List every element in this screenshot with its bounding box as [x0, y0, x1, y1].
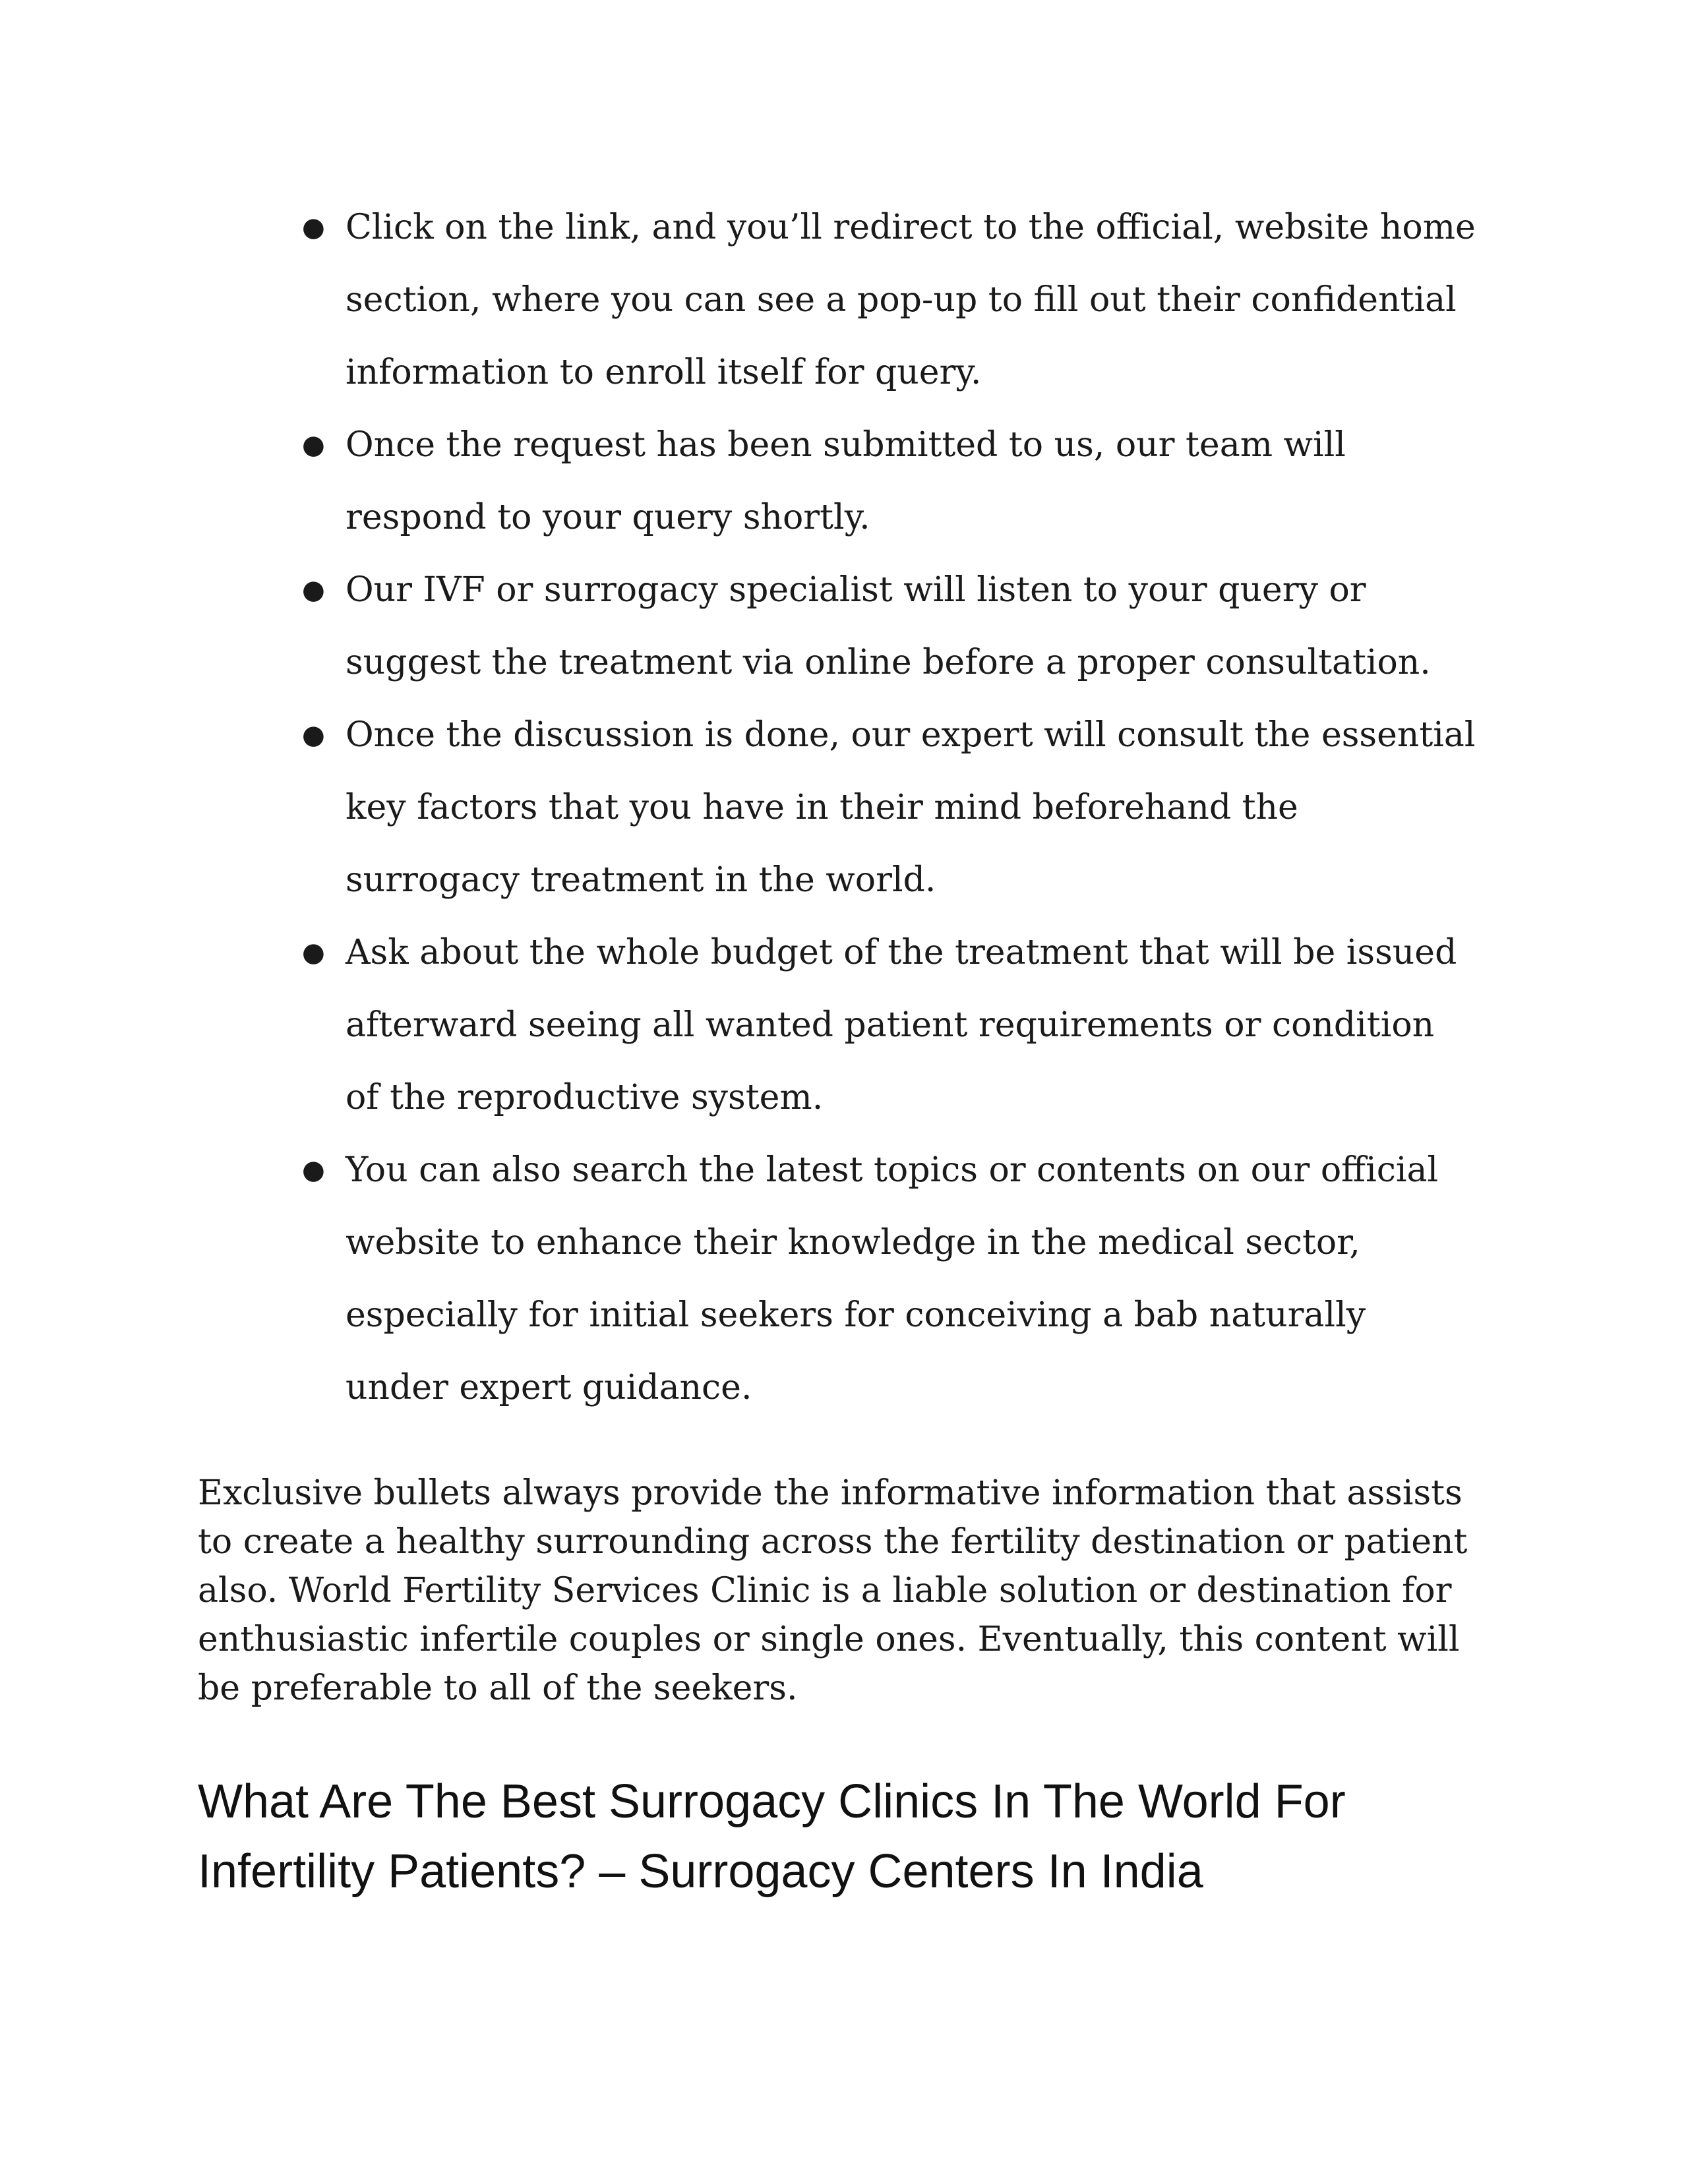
bullet-item [290, 554, 1477, 699]
bullet-list [290, 191, 1477, 1424]
bullet-text: Our IVF or surrogacy specialist will listen to your query or suggest the treatment via online before a proper consultation. [346, 570, 1431, 682]
bullet-text: Once the request has been submitted to us, our team will respond to your query shortly. [346, 425, 1346, 537]
body-paragraph: Exclusive bullets always provide the informative information that assists to create a healthy surrounding across the fertility destination or patient also. World Fertility Services Clinic is a liable solution or destination for enthusiastic infertile couples or single ones. Eventually, this content will be preferable to all of the seekers. [198, 1473, 1468, 1708]
bullet-marker: ● [302, 720, 325, 750]
bullet-text: Click on the link, and you’ll redirect to the official, website home section, where you can see a pop-up to fill out their confidential information to enroll itself for query. [346, 208, 1476, 392]
bullet-item [290, 916, 1477, 1134]
bullet-marker: ● [302, 212, 325, 243]
bullet-item [290, 191, 1477, 409]
bullet-item [290, 699, 1477, 916]
section-heading: What Are The Best Surrogacy Clinics In The World For Infertility Patients? – Surrogacy Centers In India [198, 1775, 1346, 1898]
bullet-marker: ● [302, 937, 325, 968]
bullet-text: You can also search the latest topics or contents on our official website to enhance their knowledge in the medical sector, especially for initial seekers for conceiving a bab naturally under expert guidance. [346, 1150, 1439, 1407]
bullet-item [290, 1134, 1477, 1424]
bullet-marker: ● [302, 1155, 325, 1185]
bullet-text: Ask about the whole budget of the treatment that will be issued afterward seeing all wanted patient requirements or condition of the reproductive system. [346, 933, 1457, 1117]
bullet-marker: ● [302, 430, 325, 460]
bullet-text: Once the discussion is done, our expert will consult the essential key factors that you have in their mind beforehand the surrogacy treatment in the world. [346, 715, 1476, 900]
bullet-marker: ● [302, 575, 325, 605]
bullet-item [290, 409, 1477, 554]
